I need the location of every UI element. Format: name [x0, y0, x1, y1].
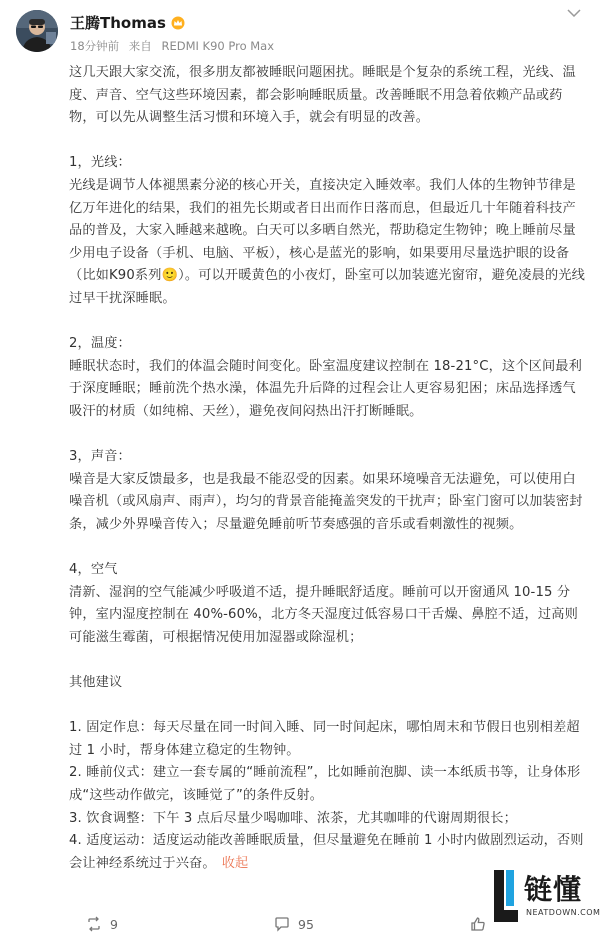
vip-crown-icon — [170, 16, 186, 30]
repost-count: 9 — [110, 916, 118, 932]
paragraph-text: 4，空气 — [69, 562, 118, 578]
paragraph-gap — [69, 536, 585, 559]
paragraph-gap — [69, 695, 585, 718]
paragraph-text: 1. 固定作息：每天尽量在同一时间入睡、同一时间起床，哪怕周末和节假日也别相差超过 1 小时，帮身体建立稳定的生物钟。 — [69, 720, 580, 758]
post-paragraph — [69, 356, 585, 424]
thumbs-up-icon — [470, 916, 486, 932]
comment-icon — [274, 916, 290, 932]
paragraph-text: 2，温度： — [69, 336, 131, 352]
paragraph-text: 睡眠状态时，我们的体温会随时间变化。卧室温度建议控制在 18-21°C，这个区间最利于深度睡眠；睡前洗个热水澡，体温先升后降的过程会让人更容易犯困；床品选择透气吸汗的材质（如纯棉、天丝），避免夜间闷热出汗打断睡眠。 — [69, 358, 582, 419]
post-paragraph — [69, 717, 585, 762]
post-meta — [70, 38, 274, 54]
paragraph-gap — [69, 424, 585, 447]
watermark-brand: 链懂 — [524, 873, 583, 906]
paragraph-gap — [69, 649, 585, 672]
watermark-url: NEATDOWN.COM — [526, 908, 600, 917]
paragraph-text: 2. 睡前仪式：建立一套专属的“睡前流程”，比如睡前泡脚、读一本纸质书等，让身体形成“这些动作做完，该睡觉了”的条件反射。 — [69, 765, 581, 803]
post-body — [69, 62, 585, 875]
chevron-down-icon — [567, 9, 581, 17]
avatar-image — [16, 10, 58, 52]
post-time: 18分钟前 — [70, 39, 120, 53]
post-paragraph — [69, 62, 585, 130]
watermark-l-logo-icon — [488, 866, 522, 926]
paragraph-gap — [69, 311, 585, 334]
source-prefix: 来自 — [128, 39, 152, 53]
post-paragraph — [69, 808, 585, 831]
post-paragraph — [69, 469, 585, 537]
paragraph-text: 3. 饮食调整：下午 3 点后尽量少喝咖啡、浓茶，尤其咖啡的代谢周期很长； — [69, 810, 517, 826]
repost-button[interactable] — [86, 916, 118, 932]
paragraph-text: 噪音是大家反馈最多，也是我最不能忍受的因素。如果环境噪音无法避免，可以使用白噪音机（或风扇声、雨声），均匀的背景音能掩盖突发的干扰声；卧室门窗可以加装密封条，减少外界噪音传入；尽量避免睡前听节奏感强的音乐或看刺激性的视频。 — [69, 471, 583, 532]
paragraph-text: 这几天跟大家交流，很多朋友都被睡眠问题困扰。睡眠是个复杂的系统工程，光线、温度、声音、空气这些环境因素，都会影响睡眠质量。改善睡眠不用急着依赖产品或药物，可以先从调整生活习惯和环境入手，就会有明显的改善。 — [69, 65, 576, 126]
paragraph-text: 其他建议 — [69, 675, 123, 691]
paragraph-text: 3，声音： — [69, 449, 131, 465]
avatar[interactable] — [16, 10, 58, 52]
collapse-link[interactable]: 收起 — [221, 855, 249, 871]
author-name-text: 王腾Thomas — [70, 14, 166, 32]
paragraph-text: 1，光线： — [69, 155, 131, 171]
comment-count: 95 — [298, 916, 314, 932]
post-paragraph — [69, 333, 585, 356]
watermark-logo — [488, 864, 600, 936]
paragraph-text: 清新、湿润的空气能减少呼吸道不适，提升睡眠舒适度。睡前可以开窗通风 10-15 分钟，室内湿度控制在 40%-60%，北方冬天湿度过低容易口干舌燥、鼻腔不适，过高则可能滋生霉菌，可根据情况使用加湿器或除湿机； — [69, 584, 578, 645]
post-paragraph — [69, 582, 585, 650]
post-paragraph — [69, 762, 585, 807]
paragraph-gap — [69, 130, 585, 153]
comment-button[interactable] — [274, 916, 314, 932]
author-name[interactable] — [70, 12, 186, 33]
post-paragraph — [69, 446, 585, 469]
post-paragraph — [69, 672, 585, 695]
post-paragraph — [69, 175, 585, 311]
source-device[interactable]: REDMI K90 Pro Max — [161, 39, 275, 53]
post-paragraph — [69, 559, 585, 582]
more-options-button[interactable] — [564, 6, 584, 20]
paragraph-text: 4. 适度运动：适度运动能改善睡眠质量，但尽量避免在睡前 1 小时内做剧烈运动，否则会让神经系统过于兴奋。 — [69, 833, 584, 871]
repost-icon — [86, 916, 102, 932]
paragraph-text: 光线是调节人体褪黑素分泌的核心开关，直接决定入睡效率。我们人体的生物钟节律是亿万年进化的结果，我们的祖先长期或者日出而作日落而息，但最近几十年随着科技产品的普及，大家入睡越来越晚。白天可以多晒自然光，帮助稳定生物钟；晚上睡前尽量少用电子设备（手机、电脑、平板），核心是蓝光的影响，如果要用尽量选护眼的设备（比如K90系列🙂）。可以开暖黄色的小夜灯，卧室可以加装遮光窗帘，避免凌晨的光线过早干扰深睡眠。 — [69, 177, 585, 306]
post-paragraph — [69, 152, 585, 175]
